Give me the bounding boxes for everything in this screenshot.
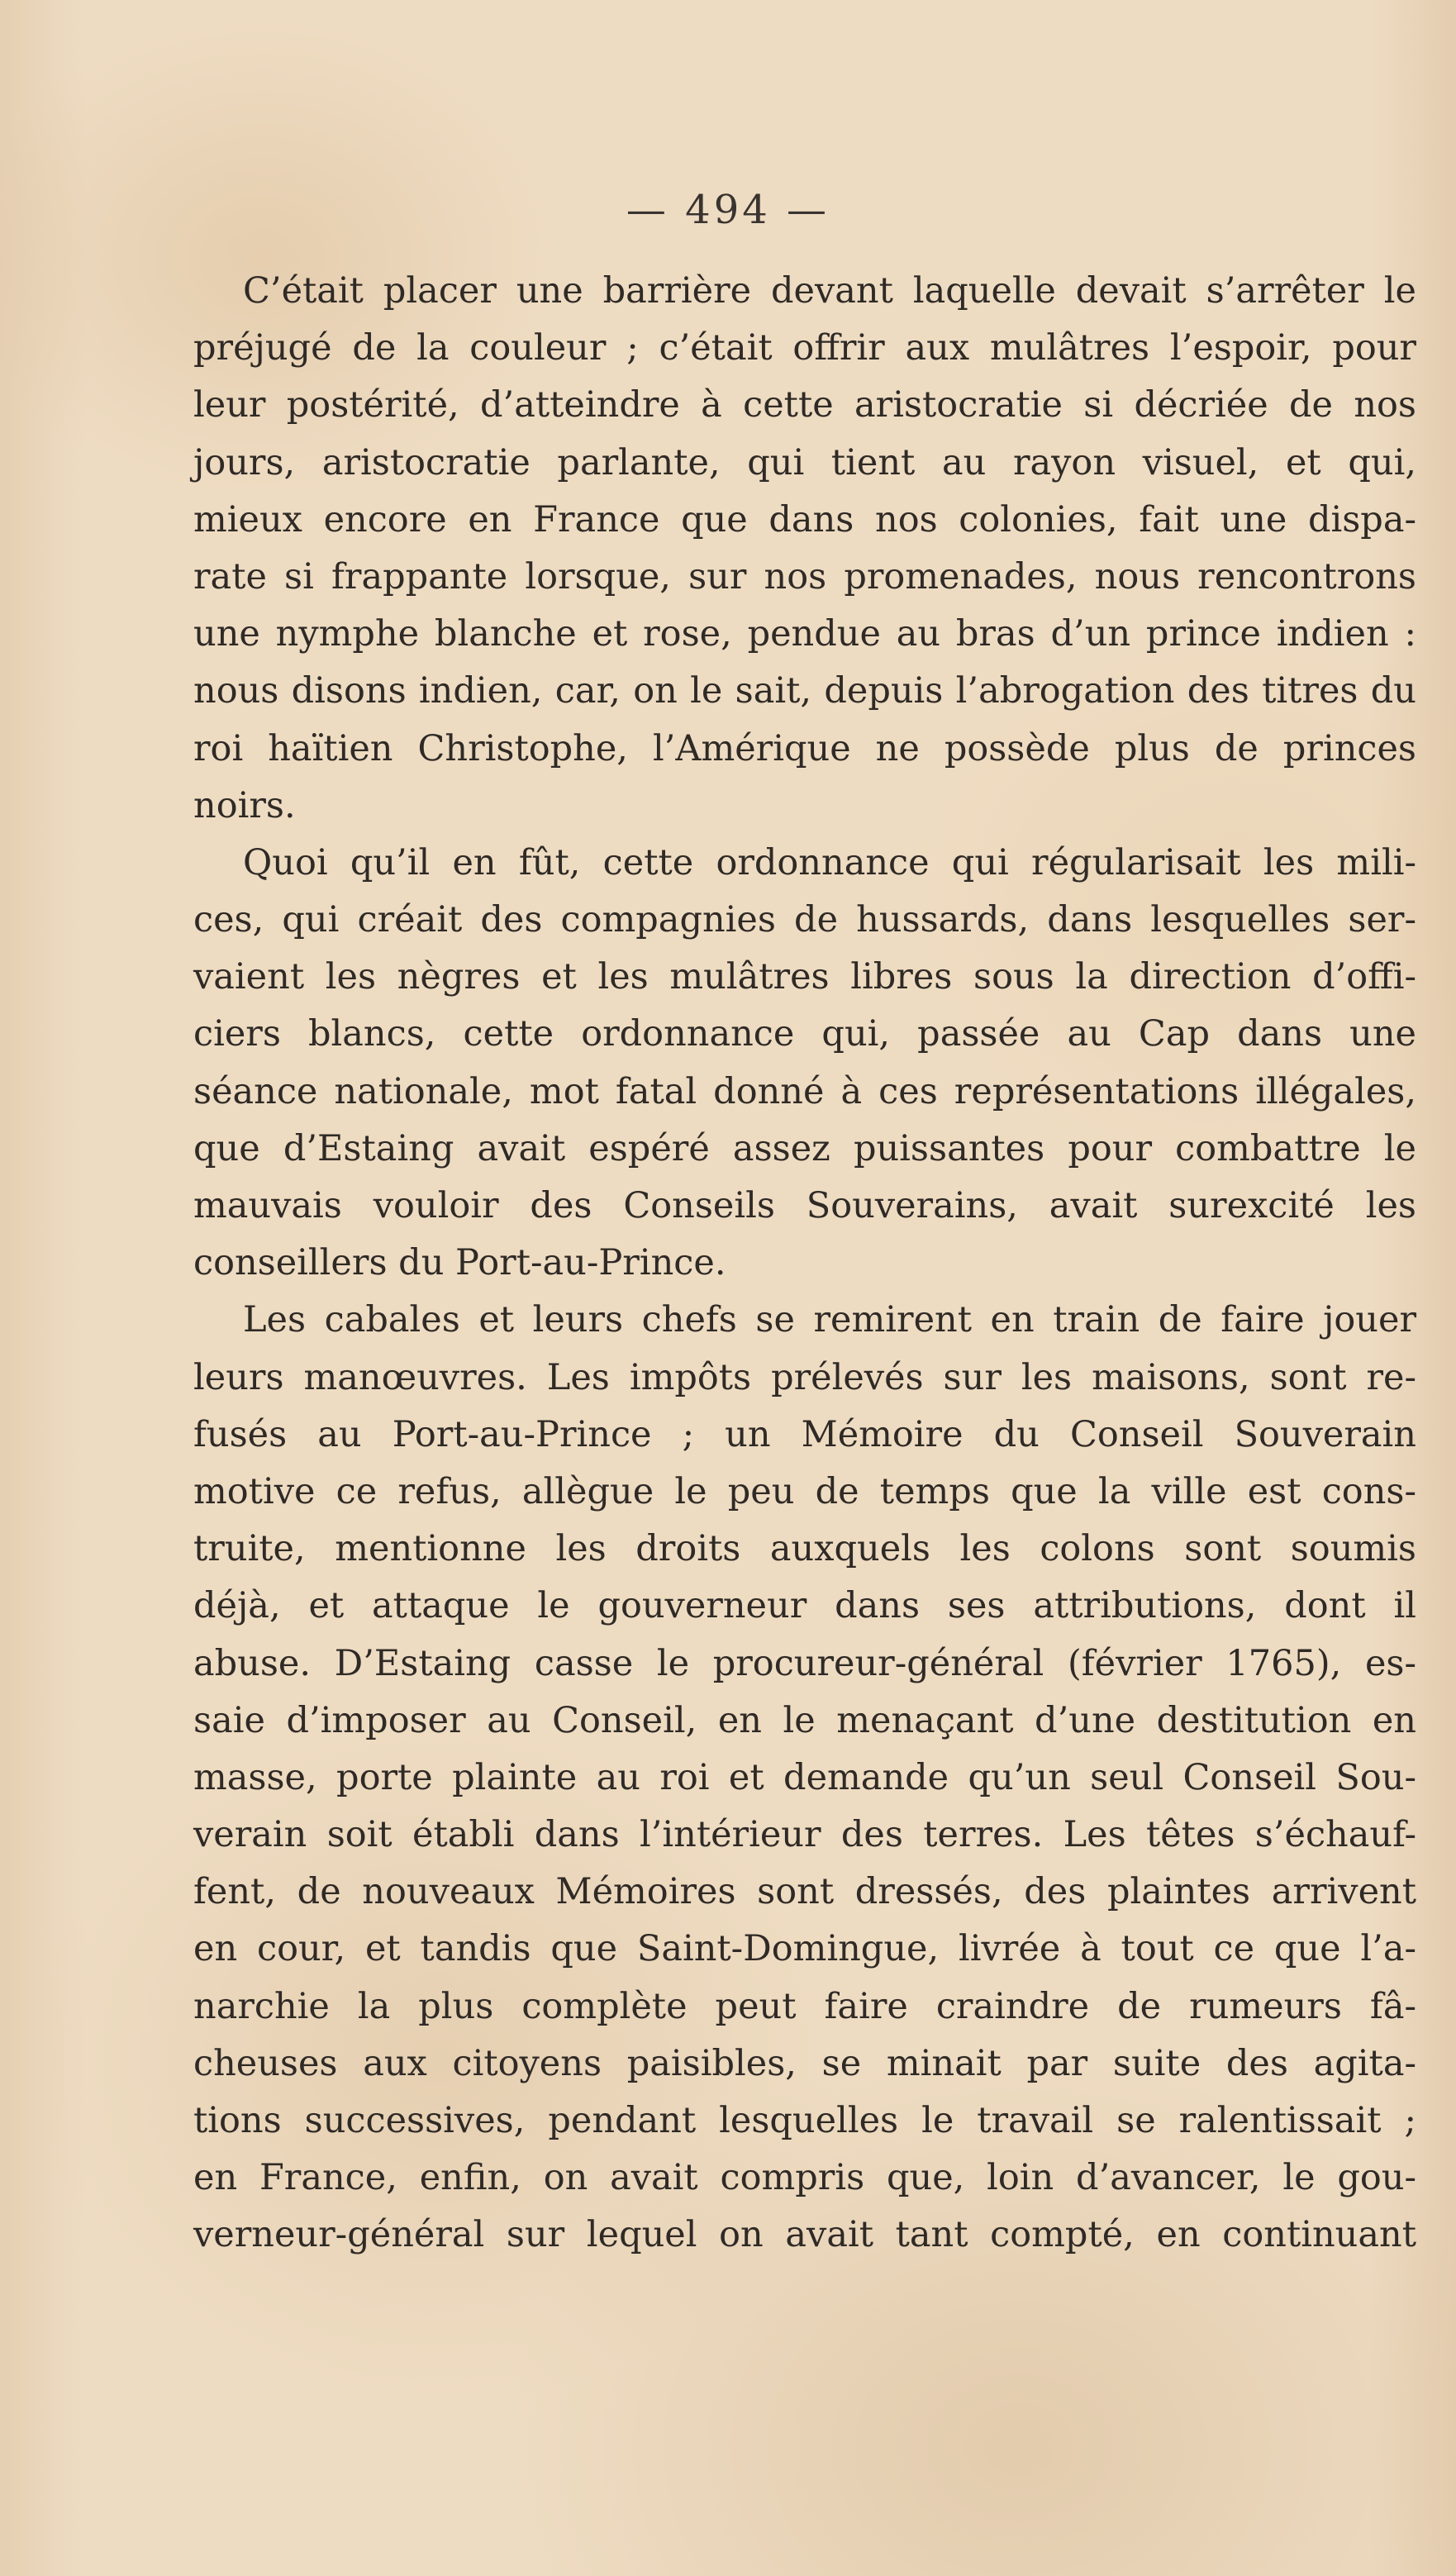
text-line: préjugé de la couleur ; c’était offrir aux mulâtres l’espoir, pour [193, 327, 1416, 369]
text-line: que d’Estaing avait espéré assez puissantes pour combattre le [193, 1127, 1416, 1169]
text-line: Quoi qu’il en fût, cette ordonnance qui régularisait les mili- [243, 841, 1416, 883]
text-line: déjà, et attaque le gouverneur dans ses attributions, dont il [193, 1585, 1416, 1627]
text-line: jours, aristocratie parlante, qui tient au rayon visuel, et qui, [193, 441, 1416, 483]
text-line: saie d’imposer au Conseil, en le menaçant d’une destitution en [193, 1699, 1416, 1741]
text-line: fent, de nouveaux Mémoires sont dressés, des plaintes arrivent [193, 1871, 1416, 1913]
text-line: rate si frappante lorsque, sur nos promenades, nous rencontrons [193, 555, 1416, 598]
text-line: verneur-général sur lequel on avait tant compté, en continuant [193, 2214, 1416, 2256]
text-line: noirs. [193, 784, 296, 826]
text-line: séance nationale, mot fatal donné à ces représentations illégales, [193, 1070, 1416, 1112]
text-line: cheuses aux citoyens paisibles, se minait par suite des agita- [193, 2042, 1416, 2084]
text-line: nous disons indien, car, on le sait, depuis l’abrogation des titres du [193, 670, 1416, 712]
text-line: fusés au Port-au-Prince ; un Mémoire du Conseil Souverain [193, 1413, 1416, 1455]
paragraph-2 [193, 835, 1416, 1293]
page-number: — 494 — [626, 187, 830, 233]
text-line: vaient les nègres et les mulâtres libres sous la direction d’offi- [193, 956, 1416, 998]
text-line: mauvais vouloir des Conseils Souverains, avait surexcité les [193, 1185, 1416, 1226]
text-line: ciers blancs, cette ordonnance qui, passée au Cap dans une [193, 1013, 1416, 1055]
text-line: truite, mentionne les droits auxquels les colons sont soumis [193, 1528, 1416, 1570]
text-line: en cour, et tandis que Saint-Domingue, livrée à tout ce que l’a- [193, 1928, 1416, 1970]
text-line: leur postérité, d’atteindre à cette aristocratie si décriée de nos [193, 384, 1416, 426]
text-line: en France, enfin, on avait compris que, loin d’avancer, le gou- [193, 2157, 1416, 2199]
text-line: ces, qui créait des compagnies de hussards, dans lesquelles ser- [193, 899, 1416, 941]
text-line: abuse. D’Estaing casse le procureur-général (février 1765), es- [193, 1642, 1416, 1684]
body-text [193, 263, 1416, 2264]
text-line: Les cabales et leurs chefs se remirent en train de faire jouer [243, 1299, 1416, 1341]
text-line: leurs manœuvres. Les impôts prélevés sur les maisons, sont re- [193, 1356, 1416, 1398]
text-line: verain soit établi dans l’intérieur des terres. Les têtes s’échauf- [193, 1814, 1416, 1856]
text-line: narchie la plus complète peut faire craindre de rumeurs fâ- [193, 1985, 1416, 2027]
text-line: mieux encore en France que dans nos colonies, fait une dispa- [193, 498, 1416, 540]
text-line: motive ce refus, allègue le peu de temps que la ville est cons- [193, 1470, 1416, 1512]
text-line: conseillers du Port-au-Prince. [193, 1242, 726, 1284]
paragraph-3 [193, 1292, 1416, 2264]
paragraph-1 [193, 263, 1416, 835]
text-line: roi haïtien Christophe, l’Amérique ne possède plus de princes [193, 727, 1416, 769]
text-line: masse, porte plainte au roi et demande qu’un seul Conseil Sou- [193, 1756, 1416, 1798]
text-line: tions successives, pendant lesquelles le travail se ralentissait ; [193, 2100, 1416, 2141]
text-line: C’était placer une barrière devant laquelle devait s’arrêter le [243, 270, 1416, 312]
text-line: une nymphe blanche et rose, pendue au bras d’un prince indien : [193, 613, 1416, 655]
